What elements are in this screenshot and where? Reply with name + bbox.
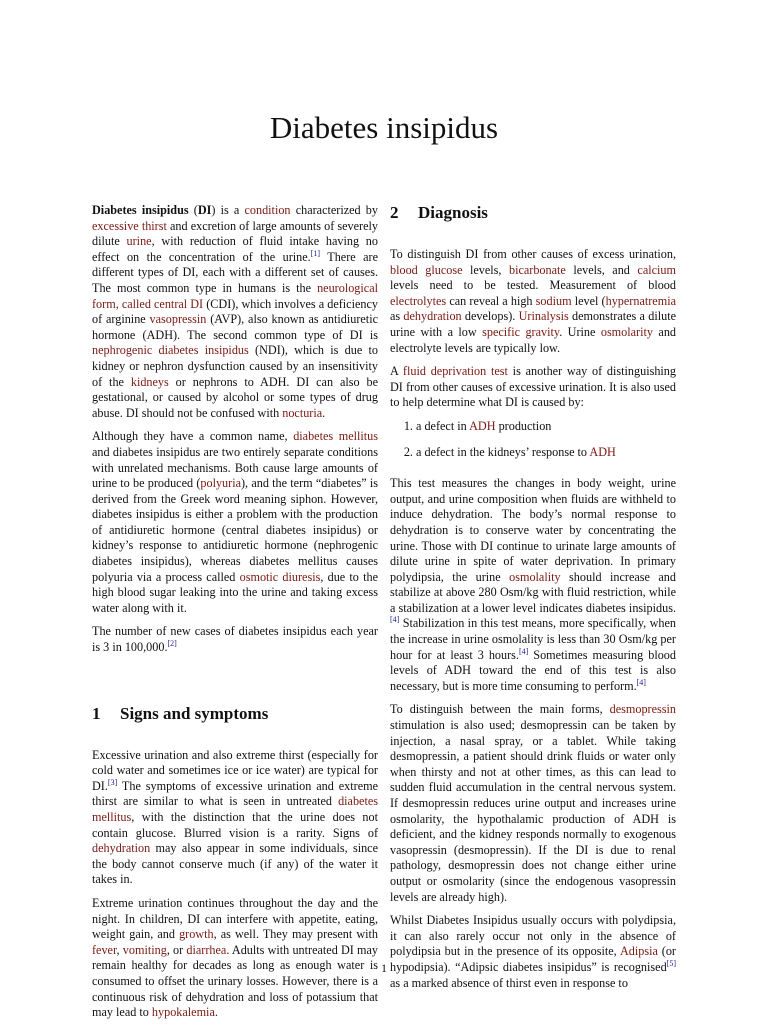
wiki-link[interactable]: ADH (589, 444, 616, 459)
text-run: The symptoms of excessive urination and extreme thirst are similar to what is seen in untreated (92, 778, 378, 809)
text-run: Sometimes measuring blood levels of ADH toward the end of this test is also necessary, but is more time consuming to perform. (390, 647, 676, 693)
citation-ref[interactable]: [3] (107, 777, 118, 787)
wiki-link[interactable]: neurological form, called central DI (92, 280, 378, 311)
text-run: as a marked absence of thirst even in response to (390, 975, 628, 990)
wiki-link[interactable]: fever (92, 942, 117, 957)
right-column (390, 203, 676, 999)
section-heading-diagnosis (390, 203, 676, 223)
text-run: There are different types of DI, each with a different set of causes. The most common type in humans is the (92, 249, 378, 295)
symptoms-paragraph (92, 748, 378, 888)
wiki-link[interactable]: diabetes mellitus (92, 794, 378, 824)
text-run: The number of new cases of diabetes insipidus each year is 3 in 100,000. (92, 624, 378, 655)
text-run: and diabetes insipidus are two entirely separate conditions with unrelated mechanisms. Both cause large amounts of urine to be produced ( (92, 444, 378, 491)
text-run: develops). (461, 309, 519, 324)
text-run: Although they have a common name, (92, 429, 294, 444)
wiki-link[interactable]: polyuria (200, 476, 241, 491)
citation-ref[interactable]: [4] (636, 677, 646, 687)
text-run: , as well. They may present with (213, 927, 378, 942)
page-number: 1 (381, 961, 387, 975)
wiki-link[interactable]: osmotic diuresis (239, 569, 321, 584)
wiki-link[interactable]: vasopressin (149, 312, 207, 327)
wiki-link[interactable]: calcium (637, 262, 676, 277)
page-title: Diabetes insipidus (269, 110, 499, 145)
list-item (416, 445, 676, 461)
text-run: , due to the high blood sugar leaking into the urine and taking excess water along with it. (92, 569, 378, 615)
bold-term: DI (197, 203, 212, 217)
urination-paragraph (92, 896, 378, 1021)
text-run: . (214, 1005, 218, 1020)
text-run: (AVP), also known as antidiuretic hormone (ADH). The second common type of DI is (92, 312, 378, 342)
wiki-link[interactable]: condition (244, 203, 291, 217)
text-run: To distinguish DI from other causes of excess urination, (390, 247, 676, 261)
citation-ref[interactable]: [5] (666, 958, 676, 968)
wiki-link[interactable]: growth (179, 927, 214, 942)
text-run: A (390, 364, 403, 379)
citation-ref[interactable]: [2] (167, 638, 177, 648)
text-run: . Urine (559, 324, 601, 339)
wiki-link[interactable]: ADH (469, 418, 496, 433)
cause-list (390, 419, 676, 460)
text-run: (CDI), which involves a deficiency of arginine (92, 296, 378, 327)
wiki-link[interactable]: excessive thirst (92, 218, 167, 233)
text-run: (or hypodipsia). “Adipsic diabetes insipidus” is recognised (390, 944, 676, 974)
test-description-paragraph (390, 476, 676, 694)
wiki-link[interactable]: hypokalemia (151, 1005, 215, 1020)
wiki-link[interactable]: nocturia (282, 405, 323, 420)
wiki-link[interactable]: Urinalysis (518, 309, 569, 324)
citation-ref[interactable]: [4] (518, 646, 529, 656)
text-run: ) is a (211, 203, 245, 217)
text-run: levels, and (565, 262, 638, 277)
text-run: , (116, 942, 123, 957)
wiki-link[interactable]: dehydration (92, 841, 151, 856)
text-run: demonstrates a dilute urine with a low (390, 309, 676, 339)
text-run: is another way of distinguishing DI from other causes of excessive urination. It is also used to help determine what DI is caused by: (390, 364, 676, 410)
text-run: (NDI), which is due to kidney or nephron dysfunction caused by an insensitivity of the (92, 343, 378, 389)
wiki-link[interactable]: fluid deprivation test (402, 364, 508, 379)
wiki-link[interactable]: desmopressin (609, 702, 676, 717)
wiki-link[interactable]: urine (126, 234, 152, 249)
wiki-link[interactable]: nephrogenic diabetes insipidus (92, 343, 249, 358)
text-run: , with reduction of fluid intake having no effect on the concentration of the urine. (92, 234, 378, 264)
text-run: Whilst Diabetes Insipidus usually occurs with polydipsia, it can also rarely occur not only in the absence of polydipsia but in the presence of its opposite, (390, 913, 676, 959)
text-run: a defect in the kidneys’ response to (416, 444, 590, 459)
text-run: and excretion of large amounts of severely dilute (92, 218, 378, 249)
mellitus-comparison-paragraph (92, 429, 378, 616)
text-run: ( (188, 203, 198, 217)
text-run: . Adults with untreated DI may remain healthy for decades as long as enough water is consumed to offset the urinary losses. However, there is a continuous risk of dehydration and loss of potassium that may lead to (92, 942, 379, 1020)
text-run: as (390, 309, 404, 324)
text-run: and electrolyte levels are typically low. (390, 324, 677, 355)
text-run: ), and the term “diabetes” is derived from the Greek word meaning siphon. However, diabetes insipidus is either a problem with the production of antidiuretic hormone (central diabetes insipidus) or kidney’s response to antidiuretic hormone (nephrogenic diabetes insipidus), whereas diabetes mellitus causes polyuria via a process called (92, 476, 378, 584)
fluid-deprivation-paragraph (390, 364, 676, 411)
text-run: This test measures the changes in body weight, urine output, and urine composition when fluids are withheld to induce dehydration. The body’s normal response to dehydration is to conserve water by concentrating the urine. Those with DI continue to urinate large amounts of dilute urine in spite of water deprivation. In primary polydipsia, the urine (390, 476, 676, 584)
text-run: a defect in (416, 418, 470, 433)
text-run: characterized by (290, 203, 378, 217)
text-run: To distinguish between the main forms, (390, 702, 610, 717)
section-number: 2 (390, 203, 399, 222)
section-heading-signs (92, 704, 378, 724)
diagnosis-paragraph (390, 247, 676, 356)
wiki-link[interactable]: dehydration (403, 309, 462, 324)
citation-ref[interactable]: [1] (310, 248, 321, 258)
wiki-link[interactable]: vomiting (122, 942, 167, 957)
wiki-link[interactable]: diarrhea (186, 942, 227, 957)
text-run: Stabilization in this test means, more specifically, when the increase in urine osmolality is less than 30 Osm/kg per hour for at least 3 hours. (390, 616, 676, 662)
section-title: Signs and symptoms (120, 703, 269, 723)
text-run: stimulation is also used; desmopressin can be taken by injection, a nasal spray, or a tablet. While taking desmopressin, a patient should drink fluids or water only when thirsty and not at other times, as this can lead to sudden fluid accumulation in the central nervous system. If desmopressin reduces urine output and increases urine osmolarity, the hypothalamic production of ADH is deficient, and the kidney responds normally to exogenous vasopressin (desmopressin). If the DI is due to renal pathology, desmopressin does not change either urine output or osmolarity (since the endogenous vasopressin levels are already high). (390, 718, 676, 904)
wiki-link[interactable]: bicarbonate (508, 262, 566, 277)
wiki-link[interactable]: electrolytes (390, 293, 447, 308)
text-run: Extreme urination continues throughout the day and the night. In children, DI can interfere with appetite, eating, weight gain, and (92, 895, 378, 942)
wiki-link[interactable]: kidneys (130, 374, 169, 389)
wiki-link[interactable]: hypernatremia (605, 293, 676, 308)
text-run: , with the distinction that the urine does not contain glucose. Blurred vision is a rarity. Signs of (92, 810, 378, 840)
citation-ref[interactable]: [4] (390, 615, 400, 625)
wiki-link[interactable]: Adipsia (619, 944, 658, 959)
desmopressin-paragraph (390, 702, 676, 905)
intro-paragraph (92, 203, 378, 421)
text-run: or nephrons to ADH. DI can also be gestational, or caused by alcohol or some types of drug abuse. DI should not be confused with (92, 374, 379, 420)
text-run: should increase and stabilize at above 280 Osm/kg with fluid restriction, while a stabilization at a lower level indicates diabetes insipidus. (390, 569, 676, 615)
text-run: levels need to be tested. Measurement of blood (390, 278, 676, 293)
text-run: can reveal a high (446, 293, 536, 308)
wiki-link[interactable]: diabetes mellitus (293, 429, 378, 444)
wiki-link[interactable]: osmolality (509, 569, 561, 584)
section-number: 1 (92, 703, 101, 723)
text-run: . (322, 405, 326, 420)
text-run: , or (166, 942, 187, 957)
text-run: levels, (462, 262, 509, 277)
list-item (416, 419, 676, 435)
text-run: may also appear in some individuals, since the body cannot conserve much (if any) of the water it takes in. (92, 841, 378, 887)
left-column (92, 203, 378, 1029)
wiki-link[interactable]: specific gravity (482, 324, 560, 339)
wiki-link[interactable]: blood glucose (390, 262, 463, 277)
bold-term: Diabetes insipidus (92, 203, 189, 217)
text-run: Excessive urination and also extreme thirst (especially for cold water and sometimes ice or ice water) are typical for DI. (92, 747, 378, 793)
text-run: level ( (571, 293, 606, 308)
wiki-link[interactable]: osmolarity (600, 324, 653, 339)
adipsia-paragraph (390, 913, 676, 991)
incidence-paragraph (92, 624, 378, 655)
wiki-link[interactable]: sodium (535, 293, 572, 308)
section-title: Diagnosis (418, 203, 488, 222)
text-run: production (495, 418, 552, 433)
